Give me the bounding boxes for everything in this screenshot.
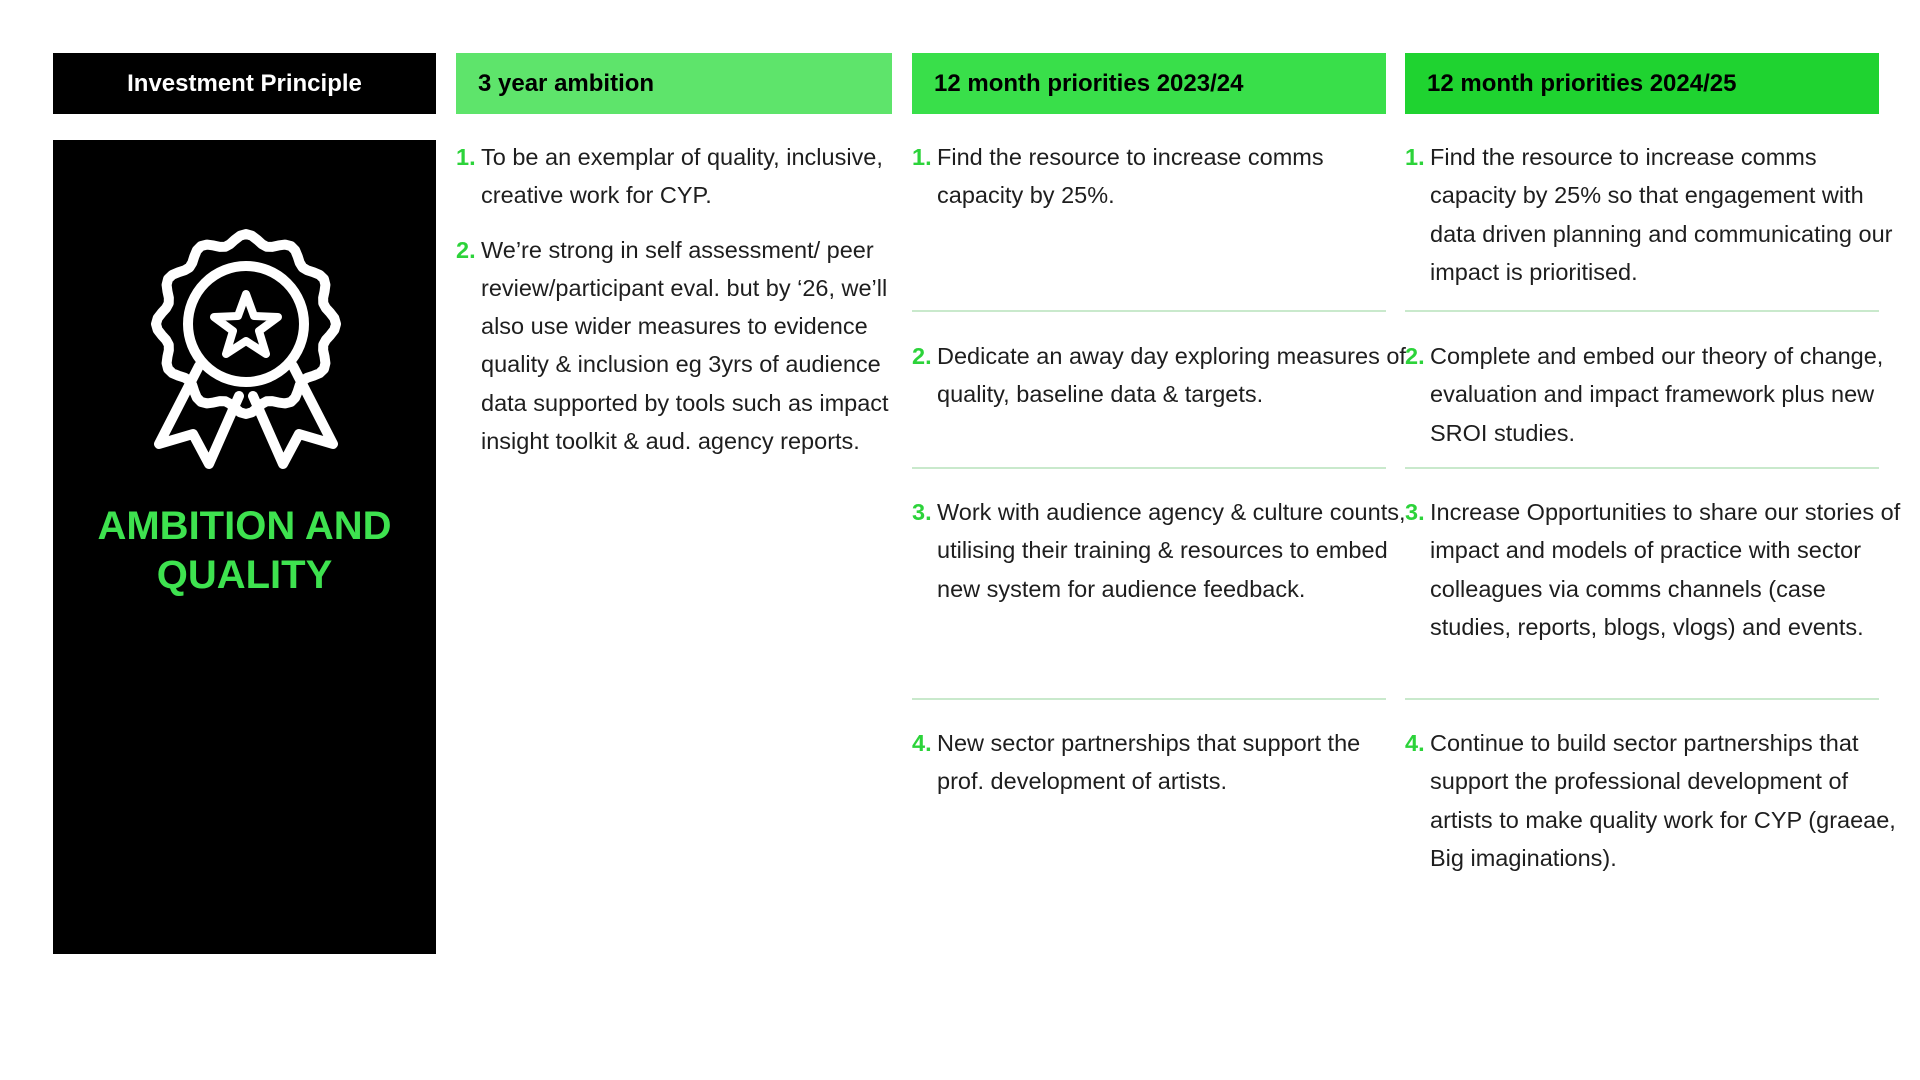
priority-2425-item-4 — [1405, 724, 1908, 877]
row-divider — [912, 698, 1386, 700]
row-divider — [1405, 310, 1879, 312]
priority-2324-item-4 — [912, 724, 1411, 801]
priority-2425-item-3 — [1405, 493, 1904, 646]
priority-2425-item-2-text: Complete and embed our theory of change, evaluation and impact framework plus new SROI studies. — [1430, 343, 1884, 446]
ambition-item-2 — [456, 231, 896, 461]
priority-2425-item-2 — [1405, 337, 1904, 452]
row-divider — [912, 310, 1386, 312]
ambition-item-2-text: We’re strong in self assessment/ peer review/participant eval. but by ‘26, we’ll also use wider measures to evidence quality & inclusion eg 3yrs of audience data supported by tools such as impact insight toolkit & aud. agency reports. — [481, 236, 889, 455]
award-rosette-star-icon — [141, 224, 351, 474]
priority-2324-item-4-number: 4. — [912, 730, 932, 756]
header-priorities-2023-24: 12 month priorities 2023/24 — [912, 53, 1386, 114]
priority-2324-item-3 — [912, 493, 1411, 608]
ambition-list — [456, 138, 896, 476]
ambition-item-1 — [456, 138, 896, 215]
priority-2324-item-3-number: 3. — [912, 499, 932, 525]
principle-title: AMBITION AND QUALITY — [97, 504, 392, 597]
priority-2425-item-2-number: 2. — [1405, 343, 1425, 369]
ambition-item-1-text: To be an exemplar of quality, inclusive, creative work for CYP. — [481, 144, 883, 209]
priority-2324-item-2-text: Dedicate an away day exploring measures of quality, baseline data & targets. — [937, 343, 1406, 408]
priority-2324-item-1 — [912, 138, 1411, 215]
priority-2425-item-4-text: Continue to build sector partnerships that support the professional development of artists to make quality work for CYP (graeae, Big imaginations). — [1430, 730, 1896, 871]
priority-2425-item-4-number: 4. — [1405, 730, 1425, 756]
header-3-year-ambition: 3 year ambition — [456, 53, 892, 114]
ambition-item-2-number: 2. — [456, 236, 476, 263]
priority-2324-item-4-text: New sector partnerships that support the prof. development of artists. — [937, 730, 1361, 795]
priority-2425-item-3-number: 3. — [1405, 499, 1425, 525]
header-priorities-2024-25: 12 month priorities 2024/25 — [1405, 53, 1879, 114]
principle-panel — [53, 140, 436, 954]
priority-2425-item-3-text: Increase Opportunities to share our stories of impact and models of practice with sector colleagues via comms channels (case studies, reports, blogs, vlogs) and events. — [1430, 499, 1901, 640]
priority-2425-item-1-number: 1. — [1405, 144, 1425, 170]
priority-2324-item-1-number: 1. — [912, 144, 932, 170]
priority-2324-item-3-text: Work with audience agency & culture counts, utilising their training & resources to embed new system for audience feedback. — [937, 499, 1406, 602]
row-divider — [1405, 698, 1879, 700]
ambition-item-1-number: 1. — [456, 144, 476, 170]
priority-2324-item-2-number: 2. — [912, 343, 932, 369]
priority-2425-item-1 — [1405, 138, 1908, 291]
header-investment-principle: Investment Principle — [53, 53, 436, 114]
priority-2425-item-1-text: Find the resource to increase comms capacity by 25% so that engagement with data driven planning and communicating our impact is prioritised. — [1430, 144, 1893, 285]
priority-2324-item-2 — [912, 337, 1411, 414]
priority-2324-item-1-text: Find the resource to increase comms capacity by 25%. — [937, 144, 1324, 209]
row-divider — [1405, 467, 1879, 469]
row-divider — [912, 467, 1386, 469]
